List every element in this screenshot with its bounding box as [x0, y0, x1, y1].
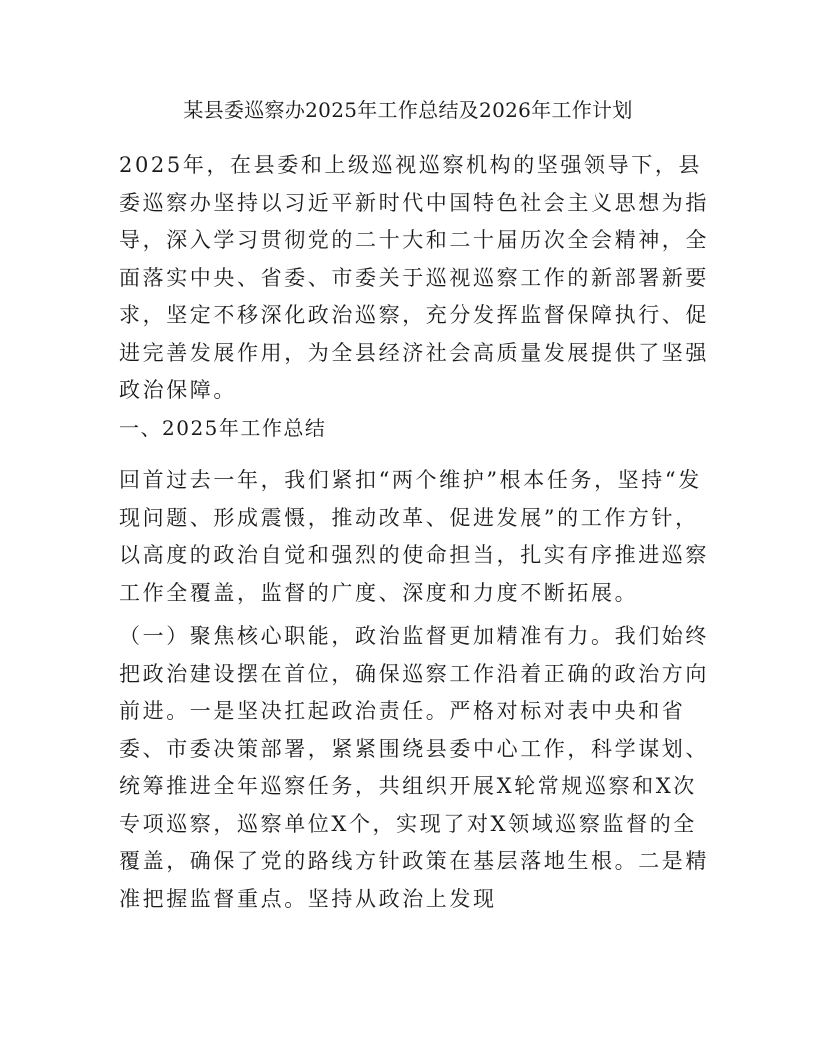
summary-paragraph: 回首过去一年，我们紧扣“两个维护”根本任务，坚持“发现问题、形成震慑，推动改革、促进发展”的工作方针，以高度的政治自觉和强烈的使命担当，扎实有序推进巡察工作全覆盖，监督的广度、深度和力度不断拓展。	[119, 468, 709, 605]
core-function-paragraph: （一）聚焦核心职能，政治监督更加精准有力。我们始终把政治建设摆在首位，确保巡察工作沿着正确的政治方向前进。一是坚决扛起政治责任。严格对标对表中央和省委、市委决策部署，紧紧围绕县委中心工作，科学谋划、统筹推进全年巡察任务，共组织开展X轮常规巡察和X次专项巡察，巡察单位X个，实现了对X领域巡察监督的全覆盖，确保了党的路线方针政策在基层落地生根。二是精准把握监督重点。坚持从政治上发现	[119, 624, 709, 911]
section-heading: 一、2025年工作总结	[119, 416, 327, 440]
document-title: 某县委巡察办2025年工作总结及2026年工作计划	[183, 98, 633, 122]
intro-paragraph: 2025年，在县委和上级巡视巡察机构的坚强领导下，县委巡察办坚持以习近平新时代中国特色社会主义思想为指导，深入学习贯彻党的二十大和二十届历次全会精神，全面落实中央、省委、市委关于巡视巡察工作的新部署新要求，坚定不移深化政治巡察，充分发挥监督保障执行、促进完善发展作用，为全县经济社会高质量发展提供了坚强政治保障。	[119, 153, 709, 402]
